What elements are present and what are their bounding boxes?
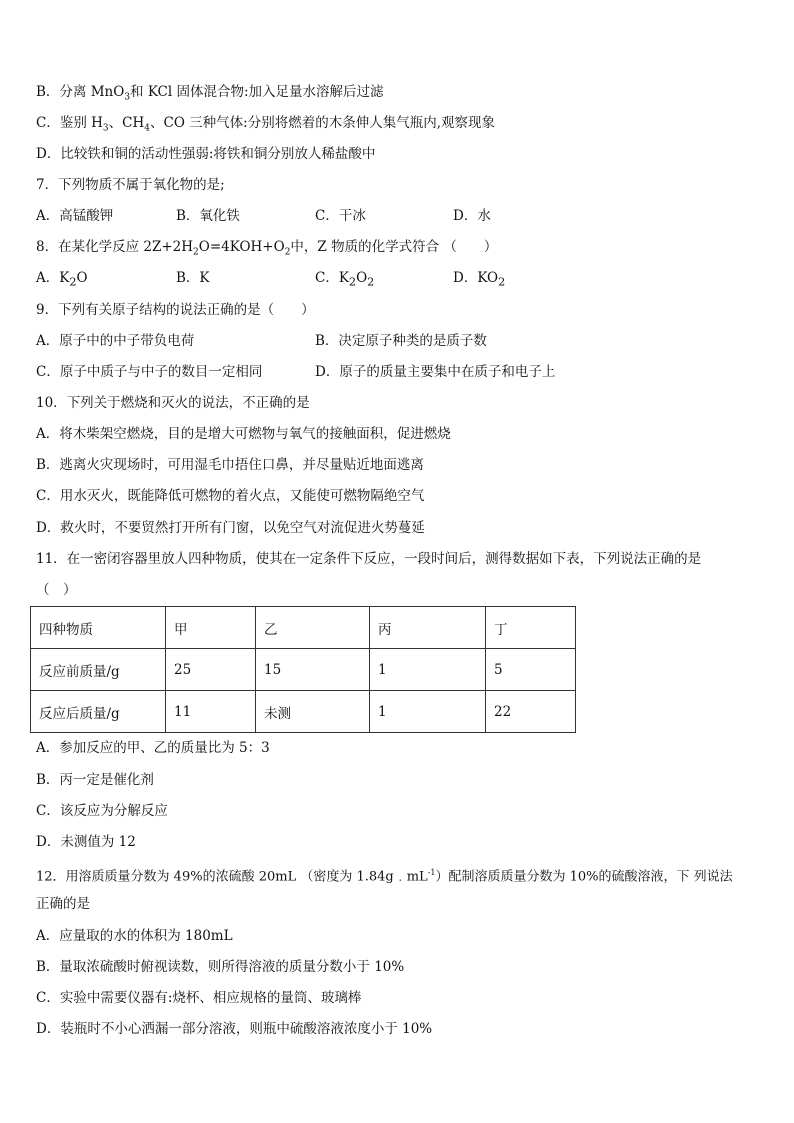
q12-option-d: D．装瓶时不小心洒漏一部分溶液，则瓶中硫酸溶液浓度小于 10% <box>36 1021 433 1037</box>
q12-option-b: B．量取浓硫酸时俯视读数，则所得溶液的质量分数小于 10% <box>36 959 405 975</box>
table-cell: 22 <box>486 691 576 733</box>
q6-optc-text-3: 、CO 三种气体:分别将燃着的木条伸人集气瓶内,观察现象 <box>149 115 496 131</box>
q10-stem: 10．下列关于燃烧和灭火的说法，不正确的是 <box>36 395 310 411</box>
q8-stem-text-2: O=4KOH+O <box>198 239 285 255</box>
q6-optb-text-2: 和 KCl 固体混合物:加入足量水溶解后过滤 <box>130 84 384 100</box>
q9-stem: 9．下列有关原子结构的说法正确的是（ ） <box>36 302 315 318</box>
q8-optc-text-1: C．K <box>315 270 349 286</box>
q6-option-b <box>36 82 384 108</box>
q10-option-b: B．逃离火灾现场时，可用湿毛巾捂住口鼻，并尽量贴近地面逃离 <box>36 457 424 473</box>
table-header-cell: 丁 <box>486 607 576 649</box>
q8-opta-text-2: O <box>76 270 88 286</box>
q8-opta-text-1: A．K <box>36 270 70 286</box>
q6-optc-sub-1: 3 <box>102 123 109 134</box>
q6-optb-text-1: B．分离 MnO <box>36 84 125 100</box>
q6-optc-text-1: C．鉴别 H <box>36 115 103 131</box>
q8-option-a <box>36 268 88 293</box>
q8-stem-text-1: 8．在某化学反应 2Z+2H <box>36 239 194 255</box>
table-cell: 5 <box>486 649 576 691</box>
q10-option-a: A．将木柴架空燃烧，目的是增大可燃物与氧气的接触面积，促进燃烧 <box>36 426 451 442</box>
table-cell: 1 <box>370 691 486 733</box>
q8-optc-text-2: O <box>356 270 368 286</box>
q12-stem-text-1: 12．用溶质质量分数为 49%的浓硫酸 20mL （密度为 1.84g﹒mL <box>36 869 428 885</box>
q8-option-c <box>315 268 374 293</box>
q12-option-c: C．实验中需要仪器有:烧杯、相应规格的量筒、玻璃棒 <box>36 990 362 1006</box>
q7-option-b: B．氧化铁 <box>176 208 240 224</box>
q7-stem: 7．下列物质不属于氧化物的是; <box>36 177 225 193</box>
q9-option-a: A．原子中的中子带负电荷 <box>36 333 195 349</box>
q8-stem-sub-1: 2 <box>193 247 199 258</box>
q8-opta-sub: 2 <box>69 275 77 289</box>
q8-option-d <box>453 268 505 293</box>
q9-option-c: C．原子中质子与中子的数目一定相同 <box>36 364 263 380</box>
q8-stem-text-3: 中，Z 物质的化学式符合 （ ） <box>290 239 498 255</box>
q12-stem-sup: -1 <box>427 868 436 877</box>
q7-option-d: D．水 <box>453 208 491 224</box>
q12-stem <box>36 863 733 887</box>
table-cell: 反应后质量/g <box>31 691 166 733</box>
q8-optd-sub: 2 <box>498 275 506 289</box>
q7-option-a: A．高锰酸钾 <box>36 208 114 224</box>
q8-optc-sub-1: 2 <box>348 275 357 289</box>
table-header-cell: 甲 <box>166 607 256 649</box>
q11-option-c: C．该反应为分解反应 <box>36 803 168 819</box>
table-cell: 未测 <box>256 691 370 733</box>
q6-optb-sub: 3 <box>124 92 131 103</box>
q8-optc-sub-2: 2 <box>367 275 375 289</box>
q8-optd-text: D．KO <box>453 270 499 286</box>
q10-option-c: C．用水灭火，既能降低可燃物的着火点，又能使可燃物隔绝空气 <box>36 488 425 504</box>
table-row <box>31 649 576 691</box>
q12-stem-text-2: ）配制溶质质量分数为 10%的硫酸溶液，下 列说法 <box>435 869 733 885</box>
q9-option-d: D．原子的质量主要集中在质子和电子上 <box>315 364 556 380</box>
table-header-cell: 丙 <box>370 607 486 649</box>
q6-optc-text-2: 、CH <box>108 115 145 131</box>
q8-stem-sub-2: 2 <box>284 247 291 258</box>
table-row <box>31 691 576 733</box>
table-cell: 11 <box>166 691 256 733</box>
q12-stem-line2: 正确的是 <box>36 896 90 912</box>
table-cell: 25 <box>166 649 256 691</box>
q11-option-b: B．丙一定是催化剂 <box>36 772 154 788</box>
table-header-row <box>31 607 576 649</box>
q11-paren: （ ） <box>36 582 77 598</box>
q10-option-d: D．救火时，不要贸然打开所有门窗，以免空气对流促进火势蔓延 <box>36 520 425 536</box>
q12-option-a: A．应量取的水的体积为 180mL <box>36 928 233 944</box>
q6-option-d: D．比较铁和铜的活动性强弱:将铁和铜分别放人稀盐酸中 <box>36 146 376 162</box>
q7-option-c: C．干冰 <box>315 208 366 224</box>
q8-stem <box>36 237 497 263</box>
table-header-cell: 四种物质 <box>31 607 166 649</box>
q8-option-b: B．K <box>176 270 210 286</box>
q6-option-c <box>36 113 495 139</box>
table-cell: 15 <box>256 649 370 691</box>
table-header-cell: 乙 <box>256 607 370 649</box>
q9-option-b: B．决定原子种类的是质子数 <box>315 333 487 349</box>
q11-data-table <box>30 606 576 733</box>
q11-option-a: A．参加反应的甲、乙的质量比为 5：3 <box>36 740 270 756</box>
q6-optc-sub-2: 4 <box>144 123 150 134</box>
q11-option-d: D．未测值为 12 <box>36 834 136 850</box>
q11-stem: 11．在一密闭容器里放人四种物质，使其在一定条件下反应，一段时间后，测得数据如下表，下列说法正确的是 <box>36 551 702 567</box>
table-cell: 1 <box>370 649 486 691</box>
table-cell: 反应前质量/g <box>31 649 166 691</box>
